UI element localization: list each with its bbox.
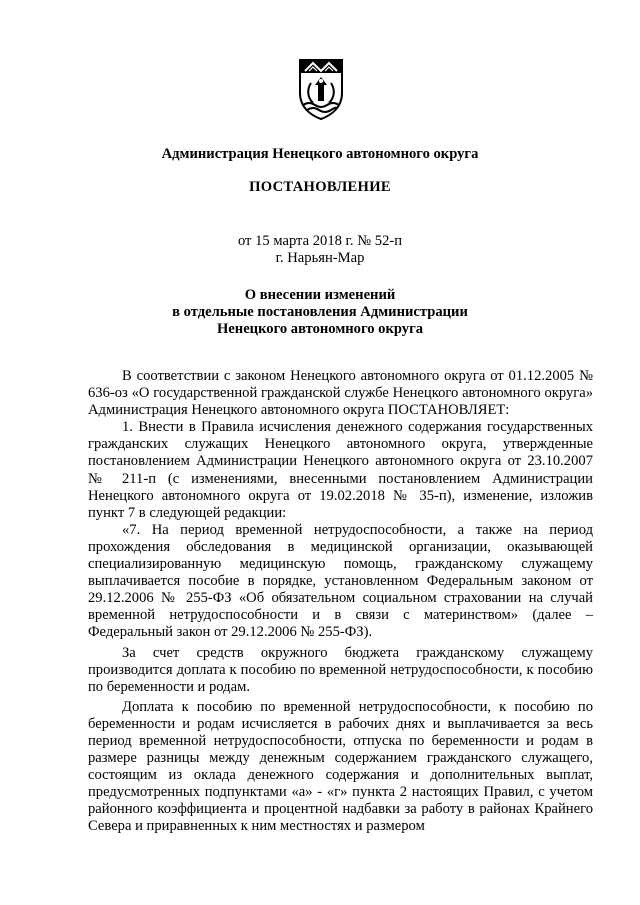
document-type: ПОСТАНОВЛЕНИЕ xyxy=(249,179,391,195)
title-line-3: Ненецкого автономного округа xyxy=(216,321,424,337)
paragraph-supplement: За счет средств окружного бюджета гражданскому служащему производится доплата к пособию по временной нетрудоспособности, к пособию по беременности и родам. xyxy=(88,644,593,695)
paragraph-preamble: В соответствии с законом Ненецкого автономного округа от 01.12.2005 № 636-оз «О государственной гражданской службе Ненецкого автономного округа» Администрация Ненецкого автономного округа ПОСТАНОВЛЯЕТ: xyxy=(88,368,593,419)
paragraph-item-1: 1. Внести в Правила исчисления денежного содержания государственных гражданских служащих Ненецкого автономного округа, утвержденные постановлением Администрации Ненецкого автономного округа от 23.10.2007 № 211-п (с изменениями, внесенными постановлением Администрации Ненецкого автономного округа от 19.02.2018 № 35-п), изменение, изложив пункт 7 в следующей редакции: xyxy=(88,419,593,521)
organization-name: Администрация Ненецкого автономного округа xyxy=(161,146,479,162)
nao-coat-of-arms-icon xyxy=(297,57,345,121)
date-number: от 15 марта 2018 г. № 52-п xyxy=(237,233,403,249)
title-line-2: в отдельные постановления Администрации xyxy=(172,304,468,320)
city: г. Нарьян-Мар xyxy=(275,250,365,266)
paragraph-supplement-calculation: Доплата к пособию по временной нетрудоспособности, к пособию по беременности и родам исчисляется в рабочих днях и выплачивается за весь период временной нетрудоспособности, отпуска по беременности и родам в размере разницы между денежным содержанием гражданского служащего, состоящим из оклада денежного содержания и дополнительных выплат, предусмотренных подпунктами «а» - «г» пункта 2 настоящих Правил, с учетом районного коэффициента и процентной надбавки за работу в районах Крайнего Севера и приравненных к ним местностях и размером xyxy=(88,698,593,835)
paragraph-item-7: «7. На период временной нетрудоспособности, а также на период прохождения обследования в медицинской организации, оказывающей специализированную медицинскую помощь, гражданскому служащему выплачивается пособие в порядке, установленном Федеральным законом от 29.12.2006 № 255-ФЗ «Об обязательном социальном страховании на случай временной нетрудоспособности и в связи с материнством» (далее – Федеральный закон от 29.12.2006 № 255-ФЗ). xyxy=(88,521,593,641)
document-body xyxy=(88,368,593,836)
title-line-1: О внесении изменений xyxy=(244,287,396,303)
